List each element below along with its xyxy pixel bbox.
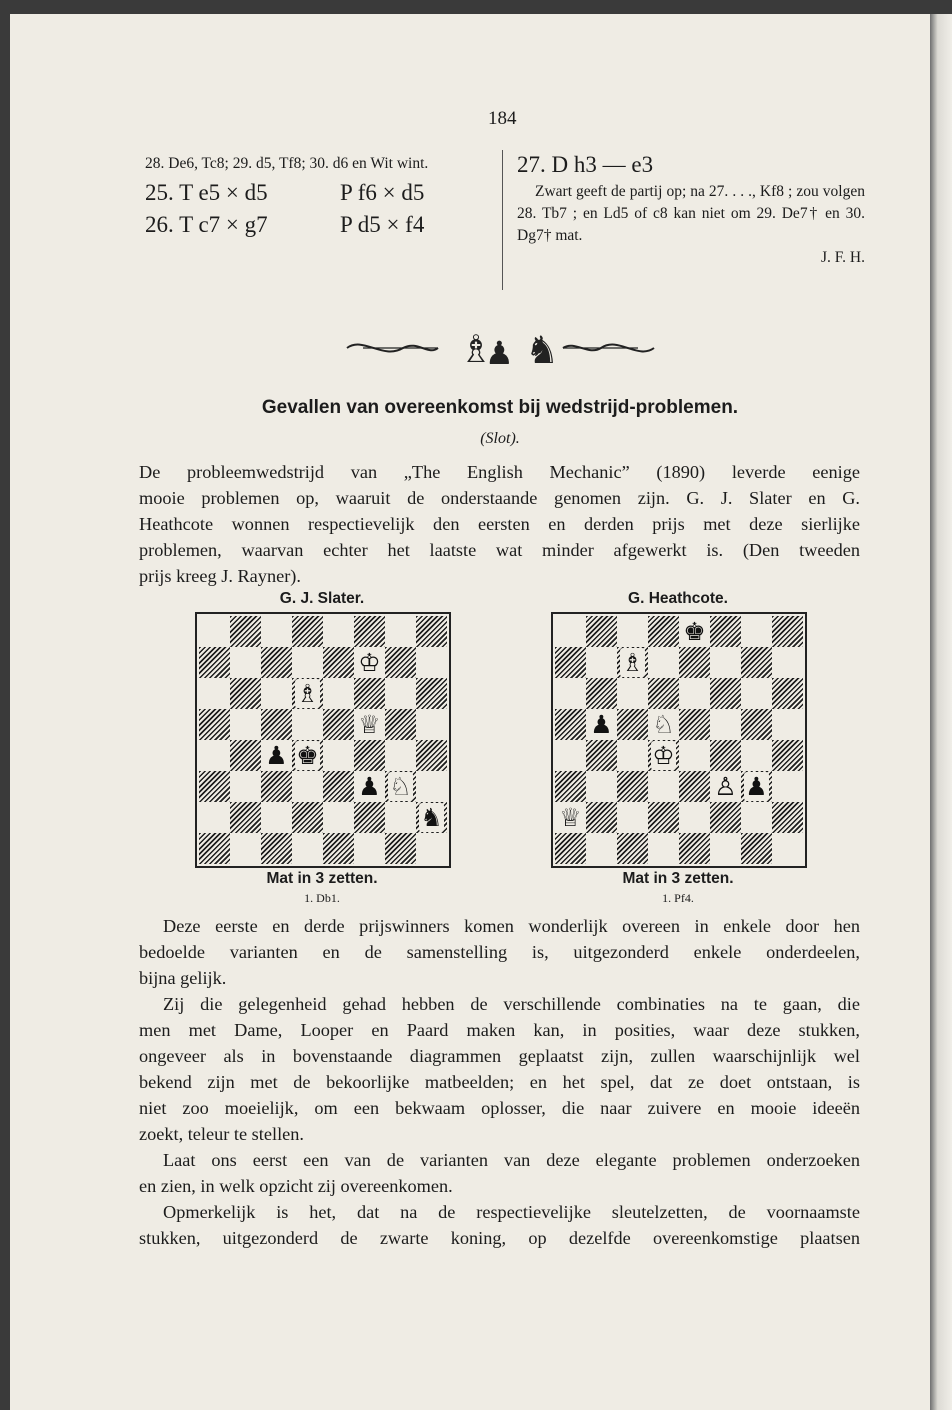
dark-square (230, 678, 261, 709)
black-pawn-icon: ♟ (265, 741, 288, 770)
article-title: Gevallen van overeenkomst bij wedstrijd-problemen. (261, 397, 739, 418)
text-line: en zien, in welk opzicht zij overeenkomen. (139, 1176, 453, 1196)
text-line: Laat ons eerst een van de varianten van deze elegante problemen onderzoeken (163, 1150, 860, 1170)
right-column (517, 153, 865, 269)
light-square (416, 709, 447, 740)
dark-square (199, 647, 230, 678)
left-column (145, 153, 490, 241)
black-king-icon: ♚ (296, 741, 319, 770)
dark-square (323, 833, 354, 864)
light-square (292, 833, 323, 864)
light-square (385, 802, 416, 833)
knight-icon: ♞ (525, 328, 560, 372)
light-square (710, 833, 741, 864)
dark-square (679, 647, 710, 678)
dark-square (772, 616, 803, 647)
dark-square (586, 616, 617, 647)
light-square (586, 833, 617, 864)
dark-square (199, 771, 230, 802)
light-square (772, 709, 803, 740)
dark-square (555, 771, 586, 802)
dark-square (261, 771, 292, 802)
light-square (617, 616, 648, 647)
intro-paragraph (139, 459, 860, 589)
light-square (586, 647, 617, 678)
dark-square (710, 802, 741, 833)
dark-square (555, 833, 586, 864)
dark-square (648, 616, 679, 647)
black-move: P d5 × f4 (340, 212, 425, 237)
text-line: bijna gelijk. (139, 968, 227, 988)
text-line: De probleemwedstrijd van „The English Mechanic” (1890) leverde eenige (139, 462, 860, 482)
dark-square (648, 802, 679, 833)
light-square (416, 771, 447, 802)
diagram-author: G. J. Slater. (279, 590, 365, 607)
light-square (292, 647, 323, 678)
diagram-solution: 1. Pf4. (662, 891, 694, 905)
dark-square (230, 616, 261, 647)
text-line: mooie problemen op, waaruit de onderstaande genomen zijn. G. J. Slater en G. (139, 488, 860, 508)
dark-square (617, 771, 648, 802)
light-square (648, 647, 679, 678)
light-square (555, 740, 586, 771)
chess-board (551, 612, 807, 868)
light-square (261, 678, 292, 709)
dark-square (385, 709, 416, 740)
light-square (710, 647, 741, 678)
dark-square (199, 833, 230, 864)
game-notes: 28. De6, Tc8; 29. d5, Tf8; 30. d6 en Wit wint. (145, 155, 429, 172)
dark-square (323, 709, 354, 740)
text-line: Zij die gelegenheid gehad hebben de verschillende combinaties na te gaan, die (163, 994, 860, 1014)
dark-square (385, 647, 416, 678)
light-square (323, 740, 354, 771)
dark-square (230, 802, 261, 833)
text-line: Heathcote wonnen respectievelijk den eersten en derden prijs met deze sierlijke (139, 514, 860, 534)
dark-square (323, 647, 354, 678)
light-square (679, 678, 710, 709)
light-square (741, 678, 772, 709)
light-square (741, 740, 772, 771)
dark-square (710, 616, 741, 647)
text-line: Deze eerste en derde prijswinners komen wonderlijk overeen in enkele door hen (163, 916, 860, 936)
dark-square (741, 647, 772, 678)
move-line (145, 209, 490, 241)
text-line: zoekt, teleur te stellen. (139, 1124, 304, 1144)
light-square (586, 771, 617, 802)
move-line (145, 177, 490, 209)
light-square (230, 833, 261, 864)
diagram-caption: Mat in 3 zetten. (266, 870, 378, 887)
light-square (199, 740, 230, 771)
final-move: 27. D h3 — e3 (517, 152, 654, 177)
dark-square (354, 740, 385, 771)
white-bishop-icon: ♗ (296, 679, 319, 708)
dark-square (261, 709, 292, 740)
light-square (416, 647, 447, 678)
dark-square (416, 678, 447, 709)
dark-square (710, 678, 741, 709)
light-square (385, 740, 416, 771)
dark-square (292, 802, 323, 833)
light-square (261, 802, 292, 833)
light-square (323, 616, 354, 647)
text-line: bedoelde varianten en de samenstelling is, uitgezonderd enkele onderdeelen, (139, 942, 860, 962)
dark-square (617, 833, 648, 864)
dark-square (354, 802, 385, 833)
dark-square (416, 740, 447, 771)
dark-square (261, 833, 292, 864)
text-line: prijs kreeg J. Rayner). (139, 566, 301, 586)
dark-square (354, 616, 385, 647)
light-square (679, 802, 710, 833)
light-square (648, 771, 679, 802)
dark-square (772, 802, 803, 833)
light-square (772, 771, 803, 802)
white-king-icon: ♔ (652, 741, 675, 770)
white-queen-icon: ♕ (358, 710, 381, 739)
light-square (292, 709, 323, 740)
light-square (230, 709, 261, 740)
dark-square (199, 709, 230, 740)
light-square (230, 771, 261, 802)
white-king-icon: ♔ (358, 648, 381, 677)
dark-square (679, 833, 710, 864)
light-square (416, 833, 447, 864)
pawn-icon: ♟ (485, 334, 514, 372)
light-square (710, 709, 741, 740)
text-line: stukken, uitgezonderd de zwarte koning, op dezelfde overeenkomstige plaatsen (139, 1228, 860, 1248)
dark-square (741, 833, 772, 864)
page-edge (930, 14, 952, 1410)
text-line: Opmerkelijk is het, dat na de respectievelijke sleutelzetten, de voornaamste (163, 1202, 860, 1222)
game-notes: Zwart geeft de partij op; na 27. . . ., Kf8 ; zou volgen 28. Tb7 ; en Ld5 of c8 kan niet om 29. De7† en 30. Dg7† mat. (517, 183, 865, 244)
dark-square (292, 616, 323, 647)
dark-square (679, 771, 710, 802)
dark-square (555, 709, 586, 740)
light-square (230, 647, 261, 678)
text-line: problemen, waarvan echter het laatste wat minder afgewerkt is. (Den tweeden (139, 540, 860, 560)
dark-square (586, 678, 617, 709)
light-square (199, 616, 230, 647)
light-square (199, 802, 230, 833)
dark-square (354, 678, 385, 709)
light-square (292, 771, 323, 802)
dark-square (385, 833, 416, 864)
black-knight-icon: ♞ (420, 803, 443, 832)
text-line: men met Dame, Looper en Paard maken kan, in posities, waar deze stukken, (139, 1020, 860, 1040)
signature: J. F. H. (821, 249, 865, 266)
light-square (617, 678, 648, 709)
diagram-caption: Mat in 3 zetten. (622, 870, 734, 887)
black-king-icon: ♚ (683, 617, 706, 646)
light-square (385, 616, 416, 647)
black-pawn-icon: ♟ (358, 772, 381, 801)
dark-square (772, 678, 803, 709)
text-line: bekend zijn met de bekoorlijke matbeelden; en het spel, dat ze doet ontstaan, is (139, 1072, 860, 1092)
body-text (139, 913, 860, 1251)
black-pawn-icon: ♟ (590, 710, 613, 739)
dark-square (555, 647, 586, 678)
light-square (261, 616, 292, 647)
light-square (741, 616, 772, 647)
light-square (555, 616, 586, 647)
light-square (679, 740, 710, 771)
text-line: ongeveer als in bovenstaande diagrammen geplaatst zijn, zullen waarschijnlijk wel (139, 1046, 860, 1066)
dark-square (416, 616, 447, 647)
black-pawn-icon: ♟ (745, 772, 768, 801)
dark-square (648, 678, 679, 709)
chess-board (195, 612, 451, 868)
dark-square (741, 709, 772, 740)
light-square (772, 833, 803, 864)
light-square (385, 678, 416, 709)
dark-square (617, 709, 648, 740)
dark-square (323, 771, 354, 802)
white-knight-icon: ♘ (389, 772, 412, 801)
light-square (741, 802, 772, 833)
white-move: 26. T c7 × g7 (145, 212, 268, 237)
black-move: P f6 × d5 (340, 180, 425, 205)
diagram-author: G. Heathcote. (628, 590, 728, 607)
dark-square (710, 740, 741, 771)
dark-square (586, 802, 617, 833)
bishop-icon: ♗ (459, 327, 494, 371)
diagram-solution: 1. Db1. (304, 891, 340, 905)
dark-square (586, 740, 617, 771)
column-divider (502, 150, 503, 290)
dark-square (230, 740, 261, 771)
dark-square (261, 647, 292, 678)
text-line: niet zoo moeielijk, om een bekwaam oplosser, die naar zuivere en mooie ideeën (139, 1098, 860, 1118)
page-number: 184 (488, 108, 517, 129)
light-square (772, 647, 803, 678)
light-square (323, 678, 354, 709)
white-pawn-icon: ♙ (714, 772, 737, 801)
light-square (648, 833, 679, 864)
light-square (323, 802, 354, 833)
white-bishop-icon: ♗ (621, 648, 644, 677)
white-knight-icon: ♘ (652, 710, 675, 739)
light-square (617, 802, 648, 833)
light-square (617, 740, 648, 771)
chess-ornament (343, 322, 658, 374)
article-subtitle: (Slot). (480, 430, 520, 447)
dark-square (679, 709, 710, 740)
white-move: 25. T e5 × d5 (145, 180, 268, 205)
light-square (555, 678, 586, 709)
white-queen-icon: ♕ (559, 803, 582, 832)
light-square (354, 833, 385, 864)
light-square (199, 678, 230, 709)
dark-square (772, 740, 803, 771)
